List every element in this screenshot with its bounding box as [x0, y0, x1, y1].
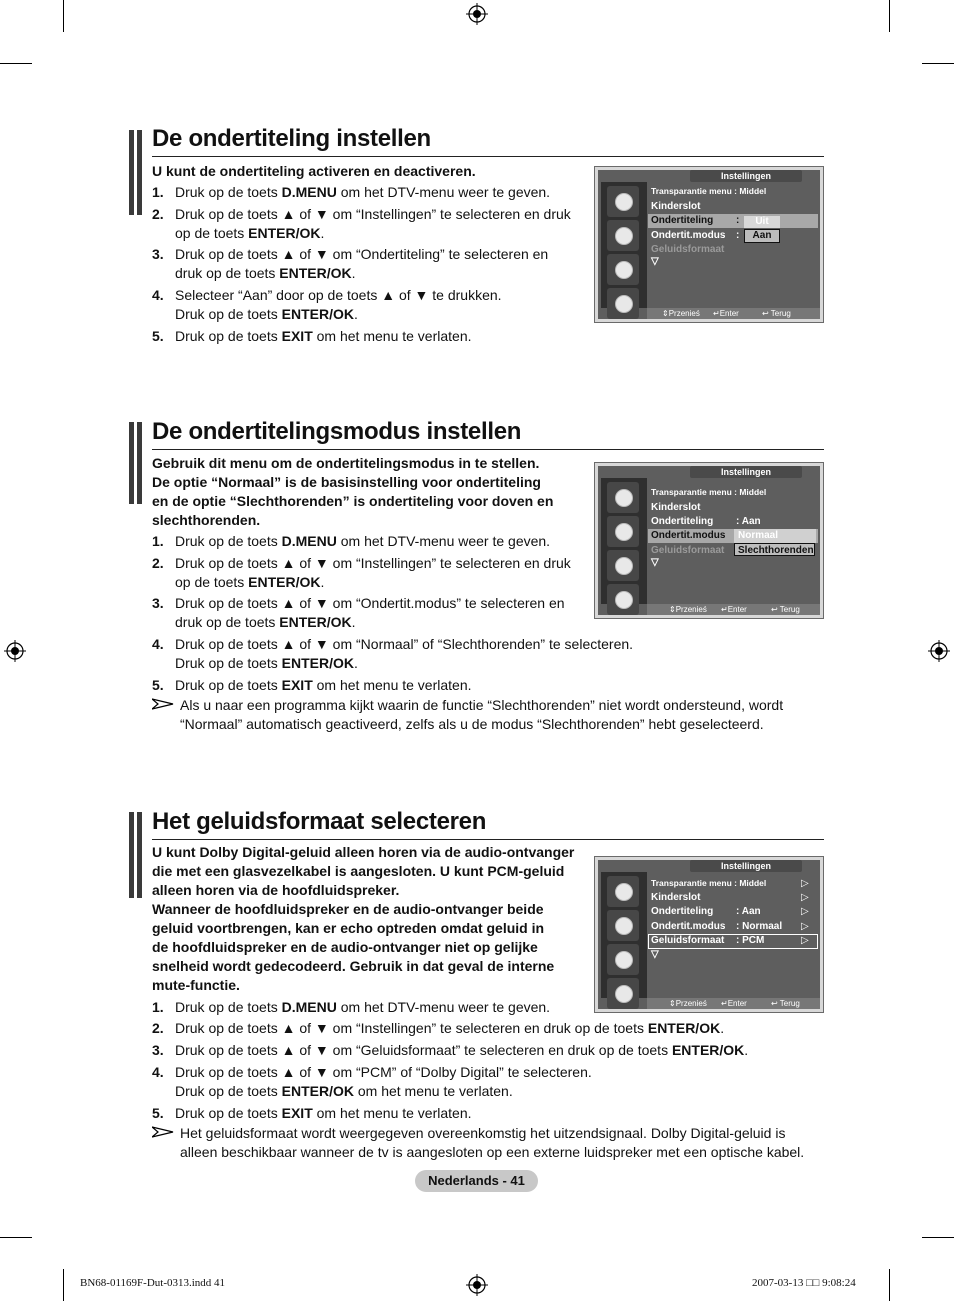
section-title: De ondertiteling instellen: [152, 125, 431, 152]
section-intro-line: alleen horen via de hoofdluidspreker.: [152, 882, 400, 898]
more-indicator: ▽: [651, 949, 659, 960]
option-uit[interactable]: Uit: [744, 216, 780, 228]
step-text: om het DTV-menu weer te geven.: [336, 184, 551, 200]
picture-icon: [607, 482, 639, 513]
crop-mark: [889, 1269, 890, 1301]
submenu-arrow-icon: ▷: [801, 892, 809, 903]
sound-icon: [607, 910, 639, 941]
step-text: Druk op de toets: [175, 1083, 282, 1099]
setup-icon: [607, 550, 639, 581]
print-footer-right: 2007-03-13 □□ 9:08:24: [752, 1277, 856, 1289]
crop-mark: [922, 63, 954, 64]
crop-mark: [63, 0, 64, 32]
step-number: 5.: [152, 328, 164, 344]
step-text: Druk op de toets: [175, 533, 282, 549]
step-text: Druk op de toets ▲ of ▼ om “Geluidsformaat” te selecteren en druk op de toets: [175, 1042, 672, 1058]
menu-row-kinderslot: Kinderslot: [651, 892, 701, 903]
key-name: ENTER/OK: [279, 614, 352, 630]
submenu-arrow-icon: ▷: [801, 921, 809, 932]
registration-mark-icon: [466, 3, 488, 25]
step-text: Druk op de toets ▲ of ▼ om “Ondertiteling” te selecteren en: [175, 246, 549, 262]
section-bar: [137, 130, 142, 215]
step-text: om het menu te verlaten.: [353, 1083, 513, 1099]
note-arrow-icon: [152, 698, 174, 710]
step-text: om het menu te verlaten.: [312, 1105, 472, 1121]
note-text: Het geluidsformaat wordt weergegeven overeenkomstig het uitzendsignaal. Dolby Digital-geluid is: [180, 1125, 786, 1141]
menu-row-ondertit-modus: Ondertit.modus: [651, 921, 726, 932]
menu-header: Instellingen: [690, 170, 802, 182]
step-number: 5.: [152, 1105, 164, 1121]
menu-row-geluidsformaat: Geluidsformaat: [651, 244, 725, 255]
registration-mark-icon: [466, 1274, 488, 1296]
key-name: ENTER/OK: [281, 655, 354, 671]
step-text: Druk op de toets ▲ of ▼ om “Instellingen” te selecteren en druk op de toets: [175, 1020, 648, 1036]
step-number: 3.: [152, 595, 164, 611]
menu-sidebar: [601, 872, 647, 998]
footer-back: ↩ Terug: [771, 605, 800, 614]
step-text: .: [320, 225, 325, 241]
section-intro-line: Gebruik dit menu om de ondertitelingsmodus in te stellen.: [152, 455, 540, 471]
section-intro-line: en de optie “Slechthorenden” is ondertiteling voor doven en: [152, 493, 554, 509]
menu-row-kinderslot: Kinderslot: [651, 201, 701, 212]
section-intro-line: slechthorenden.: [152, 512, 261, 528]
section-bar: [129, 130, 134, 215]
crop-mark: [0, 63, 32, 64]
menu-row-transparantie: Transparantie menu : Middel: [651, 186, 767, 196]
section-rule: [152, 156, 824, 157]
step-text: Druk op de toets: [175, 328, 282, 344]
section-bar: [137, 812, 142, 898]
option-normaal[interactable]: Normaal: [734, 529, 816, 543]
option-aan[interactable]: Aan: [744, 229, 780, 243]
setup-icon: [607, 254, 639, 285]
input-icon: [607, 288, 639, 319]
menu-row-ondertiteling: Ondertiteling: [651, 516, 714, 527]
menu-sep: :: [736, 230, 740, 241]
step-text: Druk op de toets ▲ of ▼ om “Instellingen” te selecteren en druk: [175, 555, 571, 571]
key-name: ENTER/OK: [248, 574, 321, 590]
submenu-arrow-icon: ▷: [801, 935, 809, 946]
menu-row-transparantie: Transparantie menu : Middel: [651, 878, 767, 888]
section-intro-line: geluid voortbrengen, kan er echo optreden omdat geluid in: [152, 920, 545, 936]
key-name: D.MENU: [281, 184, 337, 200]
picture-icon: [607, 186, 639, 217]
input-icon: [607, 584, 639, 615]
step-text: .: [353, 306, 358, 322]
step-text: Druk op de toets: [175, 306, 282, 322]
step-text: Druk op de toets: [175, 1105, 282, 1121]
step-text: om het DTV-menu weer te geven.: [336, 533, 551, 549]
key-name: D.MENU: [281, 999, 337, 1015]
menu-sidebar: [601, 182, 647, 308]
section-intro-line: Wanneer de hoofdluidspreker en de audio-ontvanger beide: [152, 901, 544, 917]
sound-icon: [607, 220, 639, 251]
crop-mark: [922, 1237, 954, 1238]
step-text: .: [744, 1042, 749, 1058]
note-arrow-icon: [152, 1126, 174, 1138]
key-name: EXIT: [281, 328, 313, 344]
step-number: 1.: [152, 533, 164, 549]
footer-back: ↩ Terug: [771, 999, 800, 1008]
more-indicator: ▽: [651, 256, 659, 267]
section-bar: [129, 812, 134, 898]
section-bar: [129, 422, 134, 504]
tv-menu-screenshot: [594, 856, 824, 1013]
crop-mark: [0, 1237, 32, 1238]
footer-enter: ↵Enter: [721, 999, 747, 1008]
step-text: druk op de toets: [175, 265, 280, 281]
footer-enter: ↵Enter: [713, 309, 739, 318]
submenu-arrow-icon: ▷: [801, 906, 809, 917]
step-number: 3.: [152, 246, 164, 262]
menu-row-ondertit-modus: Ondertit.modus: [651, 530, 726, 541]
step-text: Selecteer “Aan” door op de toets ▲ of ▼ te drukken.: [175, 287, 502, 303]
step-number: 2.: [152, 1020, 164, 1036]
registration-mark-icon: [4, 640, 26, 662]
key-name: ENTER/OK: [671, 1042, 745, 1058]
menu-row-geluidsformaat: Geluidsformaat: [651, 935, 725, 946]
key-name: ENTER/OK: [281, 1083, 354, 1099]
step-number: 1.: [152, 999, 164, 1015]
step-text: druk op de toets: [175, 614, 280, 630]
step-text: .: [320, 574, 325, 590]
key-name: ENTER/OK: [281, 306, 354, 322]
section-title: Het geluidsformaat selecteren: [152, 808, 487, 835]
picture-icon: [607, 876, 639, 907]
submenu-arrow-icon: ▷: [801, 878, 809, 889]
menu-row-geluidsformaat: Geluidsformaat: [651, 545, 725, 556]
menu-footer: [647, 998, 820, 1009]
step-number: 2.: [152, 206, 164, 222]
key-name: ENTER/OK: [647, 1020, 721, 1036]
step-text: op de toets: [175, 574, 249, 590]
menu-sidebar: [601, 478, 647, 604]
step-text: .: [720, 1020, 725, 1036]
key-name: EXIT: [281, 1105, 313, 1121]
more-indicator: ▽: [651, 557, 659, 568]
menu-row-transparantie: Transparantie menu : Middel: [651, 487, 767, 497]
key-name: EXIT: [281, 677, 313, 693]
menu-row-ondertiteling: Ondertiteling: [651, 906, 714, 917]
registration-mark-icon: [928, 640, 950, 662]
section-intro-line: die met een glasvezelkabel is aangesloten. U kunt PCM-geluid: [152, 863, 565, 879]
menu-sep: :: [736, 215, 740, 226]
step-number: 4.: [152, 1064, 164, 1080]
section-intro-line: De optie “Normaal” is de basisinstelling voor ondertiteling: [152, 474, 541, 490]
tv-menu-screenshot: [594, 462, 824, 619]
step-number: 5.: [152, 677, 164, 693]
menu-footer: [647, 308, 820, 319]
section-bar: [137, 422, 142, 504]
menu-value: : Normaal: [736, 921, 783, 932]
menu-value: : PCM: [736, 935, 765, 946]
menu-footer: [647, 604, 820, 615]
footer-move: ⇕Przenieś: [669, 605, 707, 614]
step-text: Druk op de toets ▲ of ▼ om “Normaal” of “Slechthorenden” te selecteren.: [175, 636, 634, 652]
note-text: Als u naar een programma kijkt waarin de functie “Slechthorenden” niet wordt ondersteund, wordt: [180, 697, 784, 713]
menu-row-ondertit-modus: Ondertit.modus: [651, 230, 726, 241]
step-number: 3.: [152, 1042, 164, 1058]
menu-header: Instellingen: [690, 860, 802, 872]
step-text: .: [351, 265, 356, 281]
menu-value: : Aan: [736, 516, 761, 527]
section-title: De ondertitelingsmodus instellen: [152, 418, 522, 445]
menu-row-ondertiteling: Ondertiteling: [651, 215, 714, 226]
note-text: “Normaal” automatisch geactiveerd, zelfs als u de modus “Slechthorenden” hebt geselecteerd.: [180, 716, 764, 732]
section-rule: [152, 449, 824, 450]
step-text: Druk op de toets ▲ of ▼ om “PCM” of “Dolby Digital” te selecteren.: [175, 1064, 592, 1080]
step-number: 4.: [152, 287, 164, 303]
menu-value: : Aan: [736, 906, 761, 917]
sound-icon: [607, 516, 639, 547]
step-number: 4.: [152, 636, 164, 652]
menu-header: Instellingen: [690, 466, 802, 478]
footer-back: ↩ Terug: [762, 309, 791, 318]
step-text: Druk op de toets: [175, 184, 282, 200]
step-number: 2.: [152, 555, 164, 571]
footer-enter: ↵Enter: [721, 605, 747, 614]
step-text: Druk op de toets: [175, 655, 282, 671]
page-number-badge: Nederlands - 41: [415, 1170, 538, 1192]
step-number: 1.: [152, 184, 164, 200]
section-intro: U kunt de ondertiteling activeren en deactiveren.: [152, 163, 476, 179]
setup-icon: [607, 944, 639, 975]
menu-row-kinderslot: Kinderslot: [651, 502, 701, 513]
step-text: .: [351, 614, 356, 630]
key-name: ENTER/OK: [279, 265, 352, 281]
print-footer-left: BN68-01169F-Dut-0313.indd 41: [80, 1277, 226, 1289]
section-intro-line: de hoofdluidspreker en de audio-ontvanger niet op gelijke: [152, 939, 538, 955]
crop-mark: [889, 0, 890, 32]
section-rule: [152, 839, 824, 840]
step-text: Druk op de toets ▲ of ▼ om “Ondertit.modus” te selecteren en: [175, 595, 565, 611]
crop-mark: [63, 1269, 64, 1301]
section-intro-line: U kunt Dolby Digital-geluid alleen horen via de audio-ontvanger: [152, 844, 575, 860]
step-text: Druk op de toets: [175, 999, 282, 1015]
key-name: ENTER/OK: [248, 225, 321, 241]
step-text: op de toets: [175, 225, 249, 241]
step-text: Druk op de toets: [175, 677, 282, 693]
step-text: .: [353, 655, 358, 671]
input-icon: [607, 978, 639, 1009]
option-slechthorenden[interactable]: Slechthorenden: [734, 543, 815, 556]
step-text: Druk op de toets ▲ of ▼ om “Instellingen” te selecteren en druk: [175, 206, 571, 222]
section-intro-line: snelheid wordt gedecodeerd. Gebruik in dat geval de interne: [152, 958, 555, 974]
step-text: om het menu te verlaten.: [312, 328, 472, 344]
footer-move: ⇕Przenieś: [662, 309, 700, 318]
key-name: D.MENU: [281, 533, 337, 549]
footer-move: ⇕Przenieś: [669, 999, 707, 1008]
section-intro-line: mute-functie.: [152, 977, 240, 993]
note-text: alleen beschikbaar wanneer de tv is aangesloten op een externe luidspreker met een optische kabel.: [180, 1144, 805, 1160]
step-text: om het DTV-menu weer te geven.: [336, 999, 551, 1015]
step-text: om het menu te verlaten.: [312, 677, 472, 693]
tv-menu-screenshot: [594, 166, 824, 323]
